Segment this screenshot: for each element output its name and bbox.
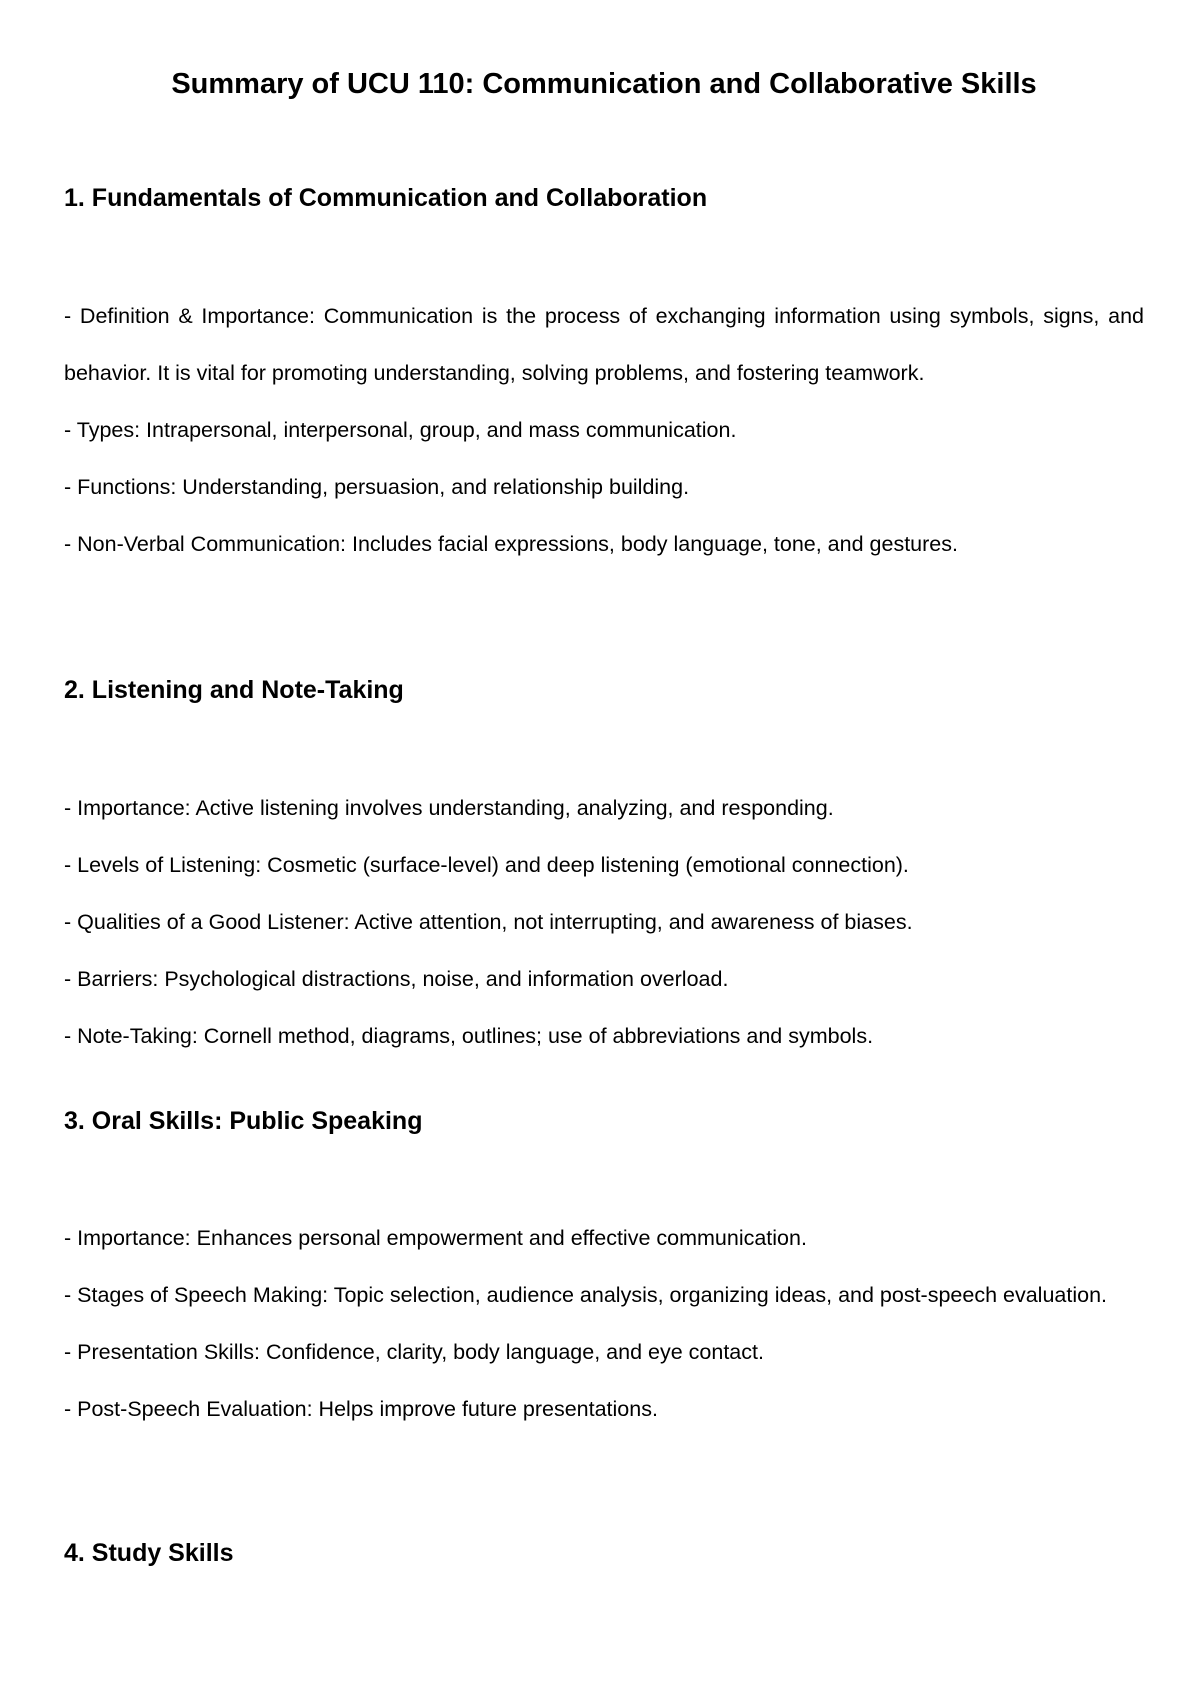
section-heading-oral-skills: 3. Oral Skills: Public Speaking — [64, 1107, 423, 1135]
list-item: - Functions: Understanding, persuasion, and relationship building. — [64, 475, 690, 499]
list-item: - Types: Intrapersonal, interpersonal, group, and mass communication. — [64, 418, 737, 442]
list-item: - Presentation Skills: Confidence, clarity, body language, and eye contact. — [64, 1340, 764, 1364]
list-item: - Non-Verbal Communication: Includes facial expressions, body language, tone, and gestures. — [64, 532, 958, 556]
list-item: - Importance: Active listening involves understanding, analyzing, and responding. — [64, 796, 834, 820]
list-item: - Qualities of a Good Listener: Active attention, not interrupting, and awareness of biases. — [64, 910, 913, 934]
list-item: - Definition & Importance: Communication is the process of exchanging information using symbols, signs, and behavior. It is vital for promoting understanding, solving problems, and fostering teamwork. — [64, 304, 1144, 385]
list-item: - Levels of Listening: Cosmetic (surface-level) and deep listening (emotional connection). — [64, 853, 909, 877]
section-list-listening — [64, 780, 1144, 1065]
list-item: - Post-Speech Evaluation: Helps improve future presentations. — [64, 1397, 658, 1421]
list-item: - Note-Taking: Cornell method, diagrams, outlines; use of abbreviations and symbols. — [64, 1024, 874, 1048]
document-page — [64, 0, 1144, 1696]
section-heading-listening: 2. Listening and Note-Taking — [64, 676, 404, 704]
section-heading-fundamentals: 1. Fundamentals of Communication and Collaboration — [64, 184, 708, 212]
list-item: - Importance: Enhances personal empowerment and effective communication. — [64, 1226, 807, 1250]
list-item: - Barriers: Psychological distractions, noise, and information overload. — [64, 967, 729, 991]
section-heading-study-skills: 4. Study Skills — [64, 1539, 234, 1567]
section-list-fundamentals — [64, 288, 1144, 573]
list-item: - Stages of Speech Making: Topic selection, audience analysis, organizing ideas, and post-speech evaluation. — [64, 1283, 1108, 1307]
section-list-oral-skills — [64, 1210, 1144, 1438]
document-title: Summary of UCU 110: Communication and Collaborative Skills — [171, 68, 1037, 100]
